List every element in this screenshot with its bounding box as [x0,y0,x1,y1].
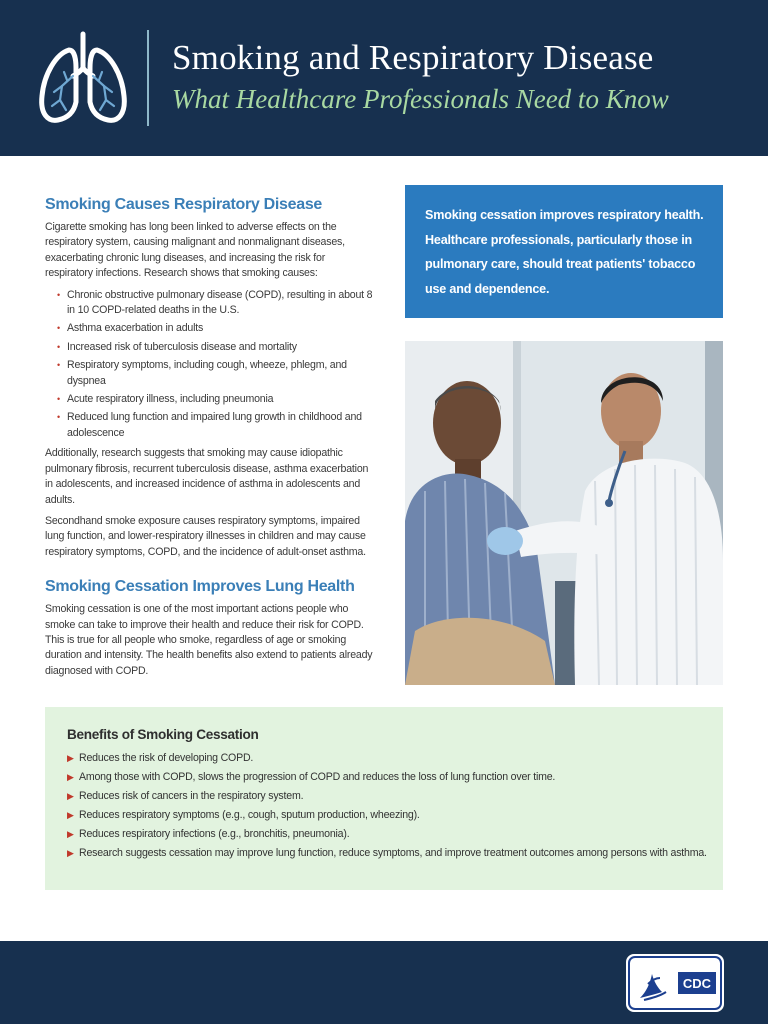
bullet-dot-icon: • [57,412,60,423]
header-divider [147,30,149,126]
header-banner [0,0,768,156]
photo-illustration [405,341,723,685]
section-causes-intro: Cigarette smoking has long been linked to adverse effects on the respiratory system, causing malignant and nonmalignant diseases, exacerbating chronic lung diseases, and increasing the risk for respiratory infections. Research shows that smoking causes: [45,221,345,280]
arrow-right-icon: ▶ [67,829,74,839]
hhs-eagle-icon [626,954,724,1012]
arrow-right-icon: ▶ [67,753,74,763]
bullet-dot-icon: • [57,360,60,371]
doctor-patient-photo [405,341,723,685]
section-causes-para3: Secondhand smoke exposure causes respiratory symptoms, impaired lung function, and lower-respiratory illnesses in children and may cause respiratory symptoms, COPD, and the incidence of adult-onset asthma. [45,514,366,558]
bullet-dot-icon: • [57,394,60,405]
bullet-dot-icon: • [57,341,60,352]
list-item: • Increased risk of tuberculosis disease and mortality [57,340,373,355]
callout-box [405,185,723,318]
list-item: • Chronic obstructive pulmonary disease (COPD), resulting in about 8 in 10 COPD-related deaths in the U.S. [57,288,373,317]
section-heading-causes: Smoking Causes Respiratory Disease [45,196,323,213]
list-item: ▶ Reduces the risk of developing COPD. [67,752,254,764]
cdc-logo-text: CDC [682,976,712,991]
section-cessation-body: Smoking cessation is one of the most important actions people who smoke can take to improve their health and reduce their risk for COPD. This is true for all people who smoke, regardless of age or smoking duration and intensity. The health benefits also extend to patients already diagnosed with COPD. [45,603,373,677]
page-subtitle: What Healthcare Professionals Need to Know [172,84,669,114]
arrow-right-icon: ▶ [67,848,74,858]
arrow-right-icon: ▶ [67,772,74,782]
section-heading-cessation: Smoking Cessation Improves Lung Health [45,578,355,596]
page-title: Smoking and Respiratory Disease [172,38,654,77]
bullet-dot-icon: • [57,323,60,334]
left-column [45,196,373,679]
list-item: ▶ Reduces respiratory infections (e.g., bronchitis, pneumonia). [67,828,350,840]
list-item: ▶ Among those with COPD, slows the progression of COPD and reduces the loss of lung function over time. [67,771,556,783]
list-item: ▶ Reduces risk of cancers in the respiratory system. [67,790,304,802]
benefits-heading: Benefits of Smoking Cessation [67,727,259,742]
list-item: ▶ Research suggests cessation may improve lung function, reduce symptoms, and improve treatment outcomes among persons with asthma. [67,847,707,859]
benefits-list [67,751,707,860]
lungs-icon [36,28,130,128]
arrow-right-icon: ▶ [67,791,74,801]
list-item: ▶ Reduces respiratory symptoms (e.g., cough, sputum production, wheezing). [67,809,420,821]
bullet-dot-icon: • [57,289,60,300]
list-item: • Respiratory symptoms, including cough, wheeze, phlegm, and dyspnea [57,359,347,387]
cdc-logo [626,954,724,1012]
arrow-right-icon: ▶ [67,810,74,820]
section-causes-para2: Additionally, research suggests that smoking may cause idiopathic pulmonary fibrosis, recurrent tuberculosis disease, asthma exacerbation in adolescents, and increased incidence of asthma in adolescents and adults. [45,447,369,506]
list-item: • Reduced lung function and impaired lung growth in childhood and adolescence [57,411,362,439]
callout-text: Smoking cessation improves respiratory health. Healthcare professionals, particularly those in pulmonary care, should treat patients' tobacco use and dependence. [425,208,704,296]
list-item: • Acute respiratory illness, including pneumonia [57,392,373,407]
list-item: • Asthma exacerbation in adults [57,321,373,336]
benefits-box [45,707,723,890]
causes-list [45,288,373,442]
